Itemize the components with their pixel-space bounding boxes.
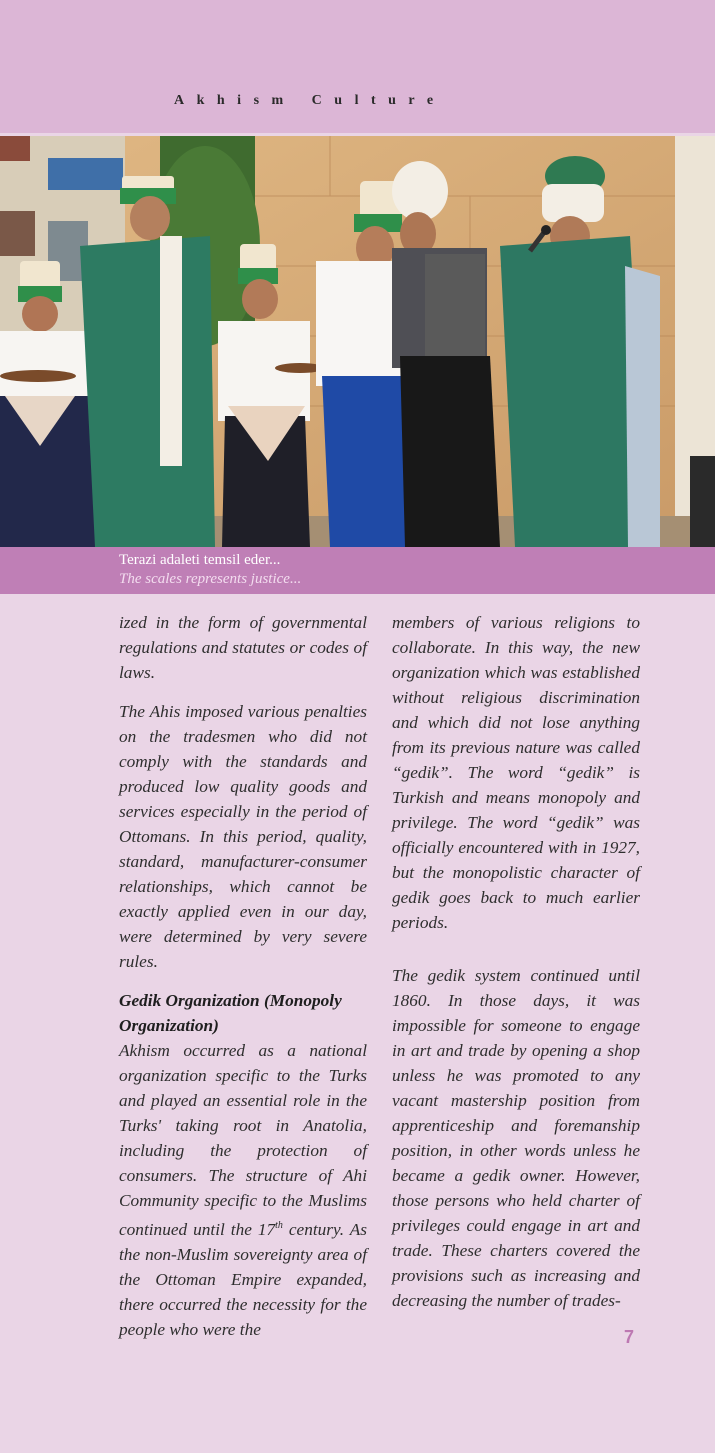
photo-caption-turkish: Terazi adaleti temsil eder... [119, 552, 281, 568]
photo-caption-english: The scales represents justice... [119, 571, 302, 587]
running-header: Akhism Culture [174, 93, 446, 108]
left-paragraph-3 [119, 1038, 367, 1342]
section-heading: Gedik Organization (Monopoly Organization) [119, 991, 342, 1035]
ordinal-superscript: th [275, 1220, 283, 1231]
right-text-column [392, 610, 640, 1327]
ceremony-photo [0, 136, 715, 547]
right-paragraph-1: members of various religions to collaborate. In this way, the new organization which was established without religious discrimination and which did not lose anything from its previous nature was called “gedik”. The word “gedik” is Turkish and means monopoly and privilege. The word “gedik” was officially encountered with in 1927, but the monopolistic character of gedik goes back to much earlier periods. [392, 613, 640, 932]
paragraph-spacer [392, 949, 640, 963]
left-paragraph-3-part-b: century. As the non-Muslim sovereignty area of the Ottoman Empire expanded, there occurred the necessity for the people who were the [119, 1219, 368, 1339]
right-paragraph-2: The gedik system continued until 1860. In those days, it was impossible for someone to engage in art and trade by opening a shop unless he was promoted to any vacant mastership position from apprenticeship and foremanship position, in other words unless he became a gedik owner. However, those persons who held charter of privileges could engage in art and trade. These charters covered the provisions such as increasing and decreasing the number of trades- [392, 966, 640, 1310]
left-paragraph-3-part-a: Akhism occurred as a national organization specific to the Turks and played an essential role in the Turks' taking root in Anatolia, including the protection of consumers. The structure of Ahi Community specific to the Muslims continued until the 17 [119, 1041, 367, 1239]
left-paragraph-1: ized in the form of governmental regulations and statutes or codes of laws. [119, 613, 367, 682]
page-number: 7 [624, 1327, 635, 1347]
left-paragraph-2: The Ahis imposed various penalties on the tradesmen who did not comply with the standards and produced low quality goods and services especially in the period of Ottomans. In this period, quality, standard, manufacturer-consumer relationships, which cannot be exactly applied even in our day, were determined by very severe rules. [119, 702, 367, 971]
left-text-column [119, 610, 367, 1356]
header-band [0, 0, 715, 133]
caption-band [0, 547, 715, 594]
